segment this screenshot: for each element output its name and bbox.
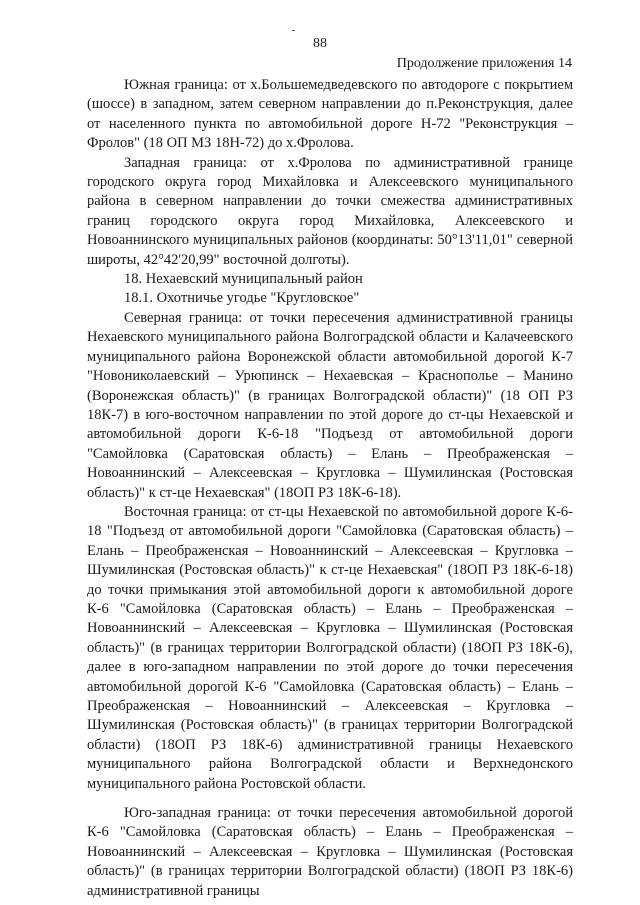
paragraph-southwest-border: Юго-западная граница: от точки пересечения автомобильной дорогой К-6 "Самойловка (Саратовская область) – Елань – Преображенская – Новоаннинский – Алексеевская – Кругловка – Шумилинская (Ростовская область)" (в границах территории Волгоградской области) (18ОП РЗ 18К-6) административной границы xyxy=(87,805,573,899)
appendix-continuation-note: Продолжение приложения 14 xyxy=(396,56,572,71)
document-body xyxy=(87,76,573,901)
paragraph-west-border: Западная граница: от х.Фролова по административной границе городского округа город Михайловка и Алексеевского муниципального района в северном направлении до точки смежества административных границ городского округа город Михайловка, Алексеевского и Новоаннинского муниципальных районов (координаты: 50°13'11,01" северной широты, 42°42'20,99" восточной долготы). xyxy=(87,154,573,268)
paragraph-east-border: Восточная граница: от ст-цы Нехаевской по автомобильной дороге К-6-18 "Подъезд от автомобильной дороги "Самойловка (Саратовская область) – Елань – Преображенская – Новоаннинский – Алексеевская – Кругловка – Шумилинская (Ростовская область)" к ст-це Нехаевская" (18ОП РЗ 18К-6-18) до точки примыкания этой автомобильной дороги к автомобильной дороге К-6 "Самойловка (Саратовская область) – Елань – Преображенская – Новоаннинский – Алексеевская – Кругловка – Шумилинская (Ростовская область)" (в границах территории Волгоградской области) (18ОП РЗ 18К-6), далее в юго-западном направлении по этой дороге до точки пересечения автомобильной дорогой К-6 "Самойловка (Саратовская область) – Елань – Преображенская – Новоаннинский – Алексеевская – Кругловка – Шумилинская (Ростовская область)" (в границах территории Волгоградской области) (18ОП РЗ 18К-6) административной границы Нехаевского муниципального района Волгоградской области и Верхнедонского муниципального района Ростовской области. xyxy=(87,503,573,792)
paragraph-south-border: Южная граница: от х.Большемедведевского по автодороге с покрытием (шоссе) в западном, затем северном направлении до п.Реконструкция, далее от населенного пункта по автомобильной дороге Н-72 "Реконструкция – Фролов" (18 ОП МЗ 18Н-72) до х.Фролова. xyxy=(87,77,573,152)
scan-artifact xyxy=(292,30,295,31)
paragraph-north-border: Северная граница: от точки пересечения административной границы Нехаевского муниципального района Волгоградской области и Калачеевского муниципального района Воронежской области автомобильной дорогой К-7 "Новониколаевский – Урюпинск – Нехаевская – Краснополье – Манино (Воронежская область)" (в границах Волгоградской области)" (18 ОП РЗ 18К-7) в юго-восточном направлении по этой дороге до ст-цы Нехаевской и автомобильной дороги К-6-18 "Подъезд от автомобильной дороги "Самойловка (Саратовская область) – Елань – Преображенская – Новоаннинский – Алексеевская – Кругловка – Шумилинская (Ростовская область)" к ст-це Нехаевская" (18ОП РЗ 18К-6-18). xyxy=(87,309,573,501)
page-number: 88 xyxy=(313,36,327,51)
section-heading: 18. Нехаевский муниципальный район xyxy=(124,271,363,288)
subsection-heading: 18.1. Охотничье угодье "Кругловское" xyxy=(124,290,360,307)
